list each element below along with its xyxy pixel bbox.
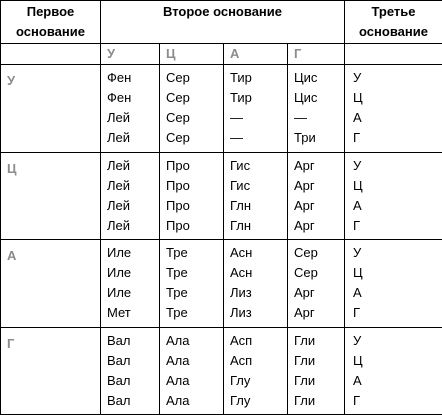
third-base-header-line-2: основание [359, 23, 428, 39]
amino-acid: Ала [166, 332, 190, 348]
third-base-label: Г [353, 130, 361, 146]
amino-acid-cell [101, 65, 160, 152]
amino-acid: Тре [166, 245, 188, 261]
amino-acid: Тре [166, 305, 188, 321]
amino-acid: Тир [230, 70, 252, 86]
amino-acid: Фен [107, 70, 132, 86]
amino-acid: Мет [107, 305, 131, 321]
amino-acid: Про [166, 157, 190, 173]
amino-acid: Глн [230, 197, 252, 213]
third-base-label: А [353, 197, 362, 213]
amino-acid: Лей [107, 217, 131, 233]
header-row [1, 1, 442, 44]
amino-acid: Лиз [230, 285, 252, 301]
amino-acid: Ала [166, 352, 190, 368]
third-base-header [345, 1, 442, 44]
amino-acid: Вал [107, 352, 131, 368]
amino-acid: Арг [294, 217, 315, 233]
amino-acid: Лей [107, 197, 131, 213]
amino-acid: Глу [230, 372, 251, 388]
amino-acid-cell [101, 327, 160, 414]
amino-acid: — [294, 110, 307, 126]
amino-acid: Асн [230, 245, 253, 261]
third-base-label: А [353, 285, 362, 301]
third-base-label: У [353, 70, 362, 86]
third-base-label: Ц [353, 90, 363, 106]
amino-acid: Три [294, 130, 316, 146]
amino-acid-cell [224, 152, 288, 239]
amino-acid-cell [288, 327, 345, 414]
first-base-label: А [1, 240, 101, 327]
third-base-label: Ц [353, 265, 363, 281]
third-base-header-line-1: Третье [371, 3, 416, 19]
subheader-empty-third [345, 43, 442, 65]
third-base-label: У [353, 245, 362, 261]
amino-acid: Лей [107, 110, 131, 126]
amino-acid: Гли [294, 332, 316, 348]
amino-acid-cell [160, 327, 224, 414]
amino-acid: Тре [166, 265, 188, 281]
amino-acid: Про [166, 217, 190, 233]
amino-acid: Лиз [230, 305, 252, 321]
amino-acid-cell [288, 240, 345, 327]
third-base-label: Г [353, 392, 361, 408]
amino-acid-cell [288, 152, 345, 239]
amino-acid: Про [166, 177, 190, 193]
amino-acid: Гли [294, 352, 316, 368]
amino-acid: Арг [294, 177, 315, 193]
amino-acid: Гис [230, 157, 251, 173]
amino-acid-cell [160, 65, 224, 152]
third-base-cell [345, 152, 442, 239]
amino-acid: Сер [294, 265, 318, 281]
amino-acid: Сер [166, 110, 190, 126]
first-base-label: Ц [1, 152, 101, 239]
amino-acid-cell [224, 65, 288, 152]
codon-block-row [1, 327, 442, 414]
amino-acid: Гли [294, 392, 316, 408]
amino-acid: Иле [107, 245, 132, 261]
amino-acid: Про [166, 197, 190, 213]
amino-acid: Сер [294, 245, 318, 261]
second-base-subheader-row [1, 43, 442, 65]
second-base-label: А [224, 43, 288, 65]
third-base-label: А [353, 110, 362, 126]
amino-acid: Сер [166, 130, 190, 146]
amino-acid: Фен [107, 90, 132, 106]
amino-acid: Гли [294, 372, 316, 388]
amino-acid: Арг [294, 197, 315, 213]
amino-acid: Арг [294, 157, 315, 173]
first-base-label: У [1, 65, 101, 152]
amino-acid: Вал [107, 372, 131, 388]
amino-acid-cell [160, 152, 224, 239]
amino-acid: Лей [107, 130, 131, 146]
second-base-label: Г [288, 43, 345, 65]
codon-block-row [1, 152, 442, 239]
amino-acid: Асп [230, 332, 253, 348]
third-base-label: Г [353, 217, 361, 233]
third-base-label: У [353, 332, 362, 348]
amino-acid: Тре [166, 285, 188, 301]
codon-block-row [1, 65, 442, 152]
amino-acid-cell [224, 240, 288, 327]
third-base-cell [345, 327, 442, 414]
first-base-header-line-1: Первое [26, 3, 75, 19]
amino-acid: Сер [166, 70, 190, 86]
amino-acid: Лей [107, 177, 131, 193]
codon-block-row [1, 240, 442, 327]
third-base-label: У [353, 157, 362, 173]
amino-acid-cell [101, 240, 160, 327]
amino-acid-cell [224, 327, 288, 414]
amino-acid: Цис [294, 90, 318, 106]
second-base-label: Ц [160, 43, 224, 65]
subheader-empty-first [1, 43, 101, 65]
amino-acid: Сер [166, 90, 190, 106]
second-base-header: Второе основание [101, 1, 345, 44]
amino-acid: Лей [107, 157, 131, 173]
amino-acid: Иле [107, 285, 132, 301]
amino-acid: Глу [230, 392, 251, 408]
amino-acid-cell [160, 240, 224, 327]
first-base-header-line-2: основание [16, 23, 85, 39]
first-base-label: Г [1, 327, 101, 414]
third-base-label: А [353, 372, 362, 388]
amino-acid: Вал [107, 332, 131, 348]
amino-acid: Ала [166, 372, 190, 388]
amino-acid: Арг [294, 285, 315, 301]
third-base-label: Ц [353, 352, 363, 368]
amino-acid: Асп [230, 352, 253, 368]
third-base-label: Ц [353, 177, 363, 193]
amino-acid: — [230, 130, 243, 146]
amino-acid: Вал [107, 392, 131, 408]
amino-acid: Ала [166, 392, 190, 408]
third-base-label: Г [353, 305, 361, 321]
amino-acid: Цис [294, 70, 318, 86]
amino-acid: Тир [230, 90, 252, 106]
amino-acid: Арг [294, 305, 315, 321]
first-base-header [1, 1, 101, 44]
amino-acid: Глн [230, 217, 252, 233]
second-base-label: У [101, 43, 160, 65]
amino-acid: Иле [107, 265, 132, 281]
third-base-cell [345, 240, 442, 327]
amino-acid: — [230, 110, 243, 126]
amino-acid-cell [101, 152, 160, 239]
amino-acid-cell [288, 65, 345, 152]
third-base-cell [345, 65, 442, 152]
amino-acid: Асн [230, 265, 253, 281]
amino-acid: Гис [230, 177, 251, 193]
